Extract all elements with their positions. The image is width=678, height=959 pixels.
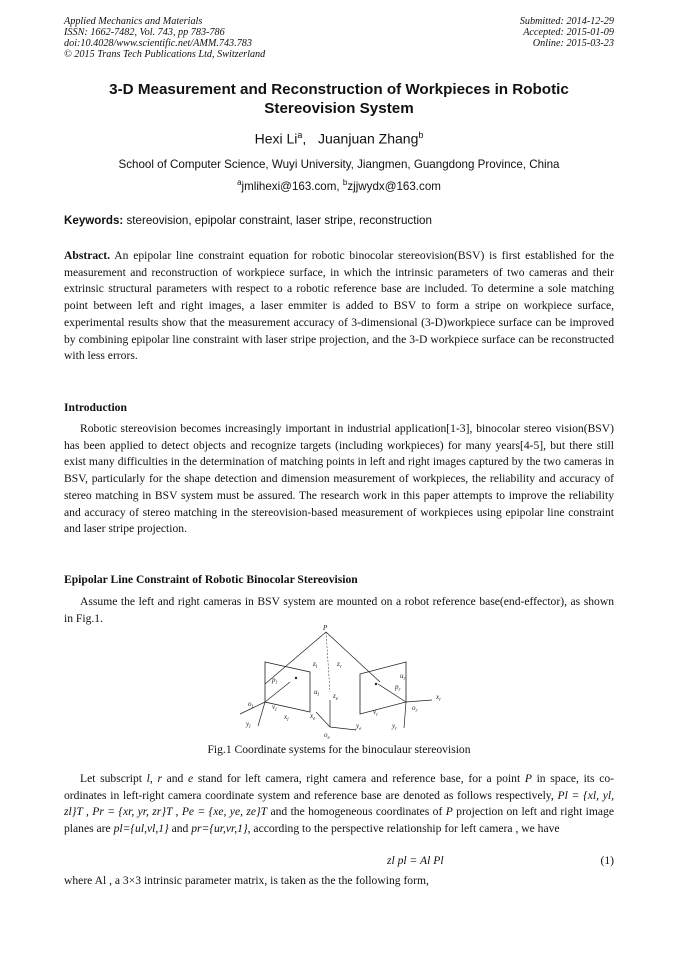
author-emails: [64, 178, 614, 193]
journal-doi[interactable]: doi:10.4028/www.scientific.net/AMM.743.783: [64, 38, 252, 49]
left-image-point: [295, 677, 297, 679]
dates-header: [520, 16, 614, 49]
section-2-heading: Epipolar Line Constraint of Robotic Binocolar Stereovision: [64, 573, 358, 586]
z-l-label: $z_l$: [313, 660, 318, 670]
right-image-point: [375, 683, 377, 685]
left-axis-y: [258, 702, 265, 726]
y-r-label: $y_r$: [392, 722, 398, 732]
right-axis-x: [406, 700, 432, 702]
author-2-affil-mark: b: [418, 130, 424, 140]
keywords-label: Keywords:: [64, 214, 124, 227]
u-r-label: $u_r$: [400, 672, 406, 682]
keywords: [64, 214, 614, 227]
email-b[interactable]: zjjwydx@163.com: [347, 179, 441, 193]
coordinate-systems-figure: [210, 622, 460, 740]
paper-title: [64, 80, 614, 118]
base-axis-x: [316, 712, 330, 727]
z-e-label: $z_e$: [333, 692, 338, 702]
z-r-label: $z_r$: [337, 660, 342, 670]
abstract-text: An epipolar line constraint equation for robotic binocolar stereovision(BSV) is first established for the measurement and reconstruction of workpiece surface, in which the intrinsic parameters of two cameras and their extrinsic structural parameters with respect to a robotic reference base are included. To determine a sole matching point between left and right images, a laser emmiter is added to BSV to form a stripe on workpiece surface, experimental results show that the measurement accuracy of 3-dimensional (3-D)workpiece surface can be improved by combining epipolar line constraint with laser stripe projection, and the 3-D workpiece surface can be reconstructed with less errors.: [64, 249, 614, 363]
title-line-1: 3-D Measurement and Reconstruction of Workpieces in Robotic: [109, 81, 569, 98]
right-axis-z: [378, 684, 406, 702]
u-l-label: $u_l$: [314, 688, 319, 698]
author-2: Juanjuan Zhang: [317, 130, 419, 147]
x-r-label: $x_r$: [436, 693, 442, 703]
online-date: Online: 2015-03-23: [532, 38, 614, 49]
equation-1-body: zl pl = Al Pl: [387, 854, 444, 867]
v-l-label: $v_l$: [272, 703, 277, 713]
introduction-heading: Introduction: [64, 401, 127, 414]
y-l-label: $y_l$: [246, 720, 251, 730]
author-separator: ,: [302, 130, 307, 147]
introduction-text: Robotic stereovision becomes increasingly important in industrial application[1-3], binocolar stereo vision(BSV) has been applied to detect objects and recognize targets (including workpieces) for many years[4-5], but there still exist many difficulties in the determination of matching points in left and right images captured by the two cameras in BSV, particularly for the shape detection and dimension measurement of workpieces, the reliability and accuracy of stereo matching in BSV system must be assured. The research work in this paper attempts to improve the reliability and accuracy of stereo matching in the stereovision-based measurement of workpieces using epipolar line constraint and laser stripe projection.: [64, 422, 614, 536]
title-line-2: Stereovision System: [264, 100, 414, 117]
o-r-label: $o_r$: [412, 704, 418, 714]
journal-issn: ISSN: 1662-7482, Vol. 743, pp 783-786: [64, 27, 225, 38]
v-r-label: $v_r$: [373, 708, 379, 718]
email-a-mark: a: [237, 178, 242, 187]
p-r-label: $p_r$: [395, 683, 401, 693]
author-1-affil-mark: a: [297, 130, 303, 140]
x-l-label: $x_l$: [284, 713, 289, 723]
author-1: Hexi Li: [254, 130, 298, 147]
right-axis-y: [404, 702, 406, 728]
point-P-label: P: [323, 624, 328, 632]
figure-caption: Fig.1 Coordinate systems for the binoculaur stereovision: [207, 743, 471, 756]
journal-copyright: © 2015 Trans Tech Publications Ltd, Switzerland: [64, 49, 266, 60]
abstract-label: Abstract.: [64, 249, 111, 262]
affiliation: School of Computer Science, Wuyi University, Jiangmen, Guangdong Province, China: [118, 158, 560, 171]
coordinate-formula: Pl = {xl, yl, zl}T , Pr = {xr, yr, zr}T , Pe = {xe, ye, ze}T: [64, 788, 614, 819]
submitted-date: Submitted: 2014-12-29: [519, 16, 614, 27]
base-axis-y: [330, 727, 356, 730]
ray-right: [326, 632, 380, 682]
paragraph-intrinsic: where Al , a 3×3 intrinsic parameter matrix, is taken as the the following form,: [64, 874, 429, 887]
keywords-text: stereovision, epipolar constraint, laser stripe, reconstruction: [123, 214, 432, 227]
x-e-label: $x_e$: [310, 712, 316, 722]
email-b-mark: b: [342, 178, 348, 187]
authors: [64, 130, 614, 147]
equation-1-number: (1): [600, 854, 614, 867]
paragraph-notation: Let subscript l, r and e stand for left camera, right camera and reference base, for a point P in space, its co-ordinates in left-right camera coordinate system and reference base are denoted as follows respectively, Pl = {xl, yl, zl}T , Pr = {xr, yr, zr}T , Pe = {xe, ye, ze}T and the homogeneous coordinates of P projection on left and right image planes are pl={ul,vl,1} and pr={ur,vr,1}, according to the perspective relationship for left camera , we have: [64, 772, 614, 836]
journal-name: Applied Mechanics and Materials: [64, 16, 203, 27]
o-e-label: $o_e$: [324, 731, 330, 740]
accepted-date: Accepted: 2015-01-09: [523, 27, 614, 38]
abstract: [64, 248, 614, 365]
left-axis-z: [265, 682, 290, 702]
p-l-label: $p_l$: [272, 676, 277, 686]
ray-center: [326, 632, 330, 692]
o-l-label: $o_l$: [248, 700, 253, 710]
journal-header: [64, 16, 265, 60]
y-e-label: $y_e$: [356, 722, 362, 732]
email-a[interactable]: jmlihexi@163.com,: [241, 179, 340, 193]
section-2-text: Assume the left and right cameras in BSV system are mounted on a robot reference base(end-effector), as shown in Fig.1.: [64, 595, 614, 625]
